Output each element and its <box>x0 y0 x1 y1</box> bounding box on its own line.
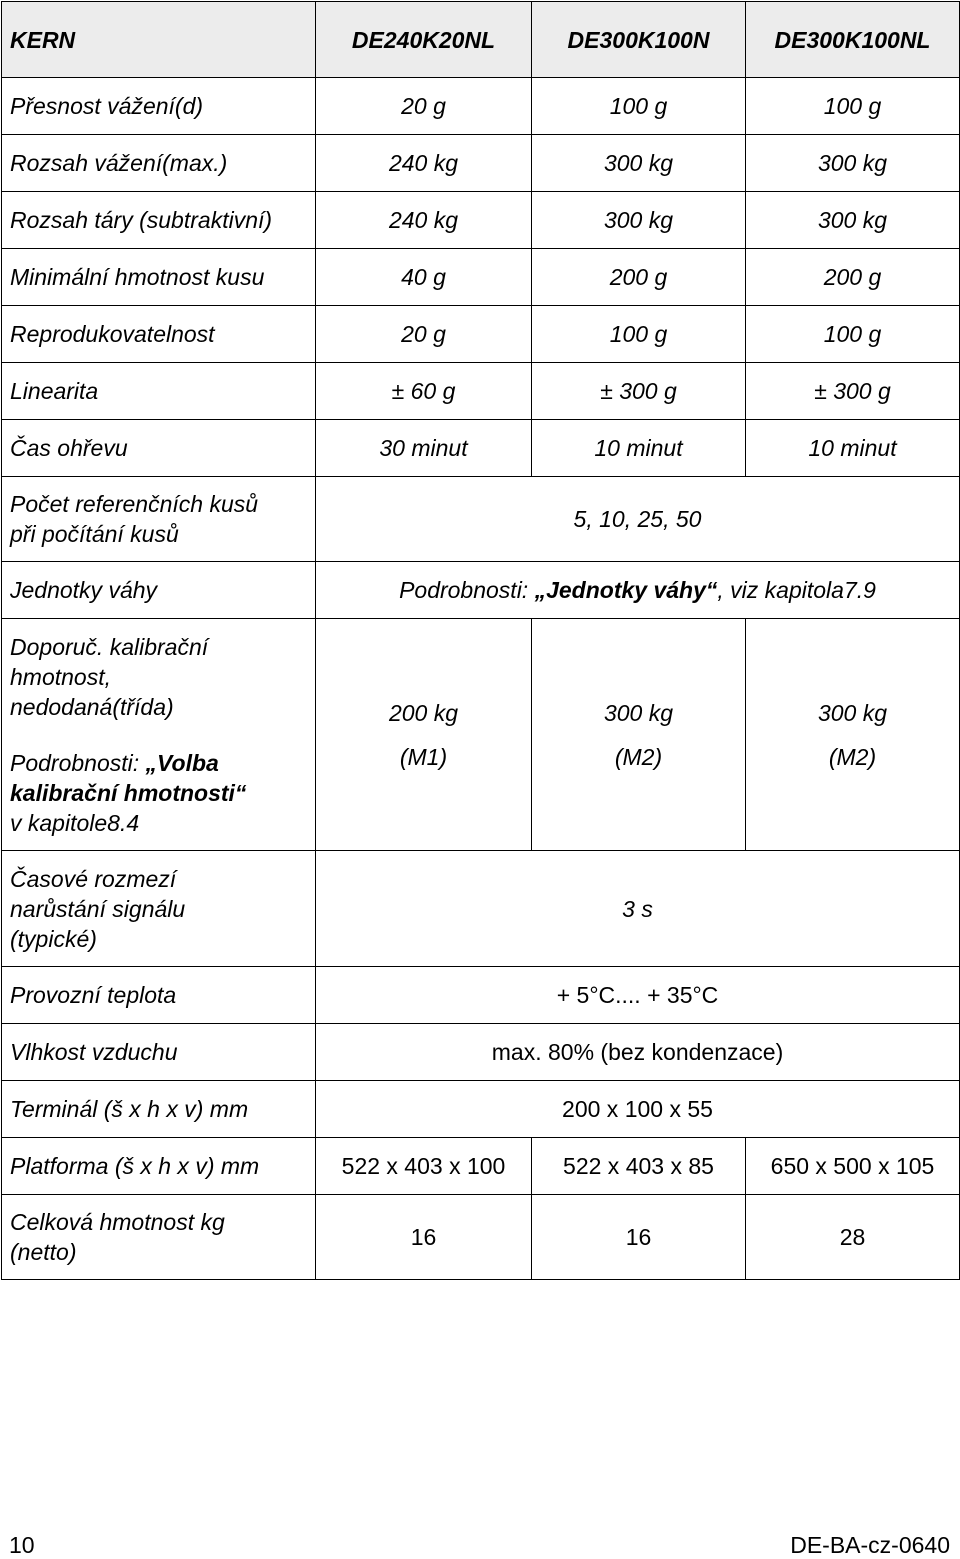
cell-value: 10 minut <box>532 420 746 477</box>
label-line: (typické) <box>10 925 97 952</box>
row-label-kalibrace <box>2 619 316 851</box>
cell-value: 100 g <box>532 78 746 135</box>
cell-value: 300 kg <box>532 135 746 192</box>
table-row <box>2 562 960 619</box>
table-row <box>2 1024 960 1081</box>
cell-value: 650 x 500 x 105 <box>746 1138 960 1195</box>
label-line: Celková hmotnost kg <box>10 1209 225 1235</box>
cell-value: 28 <box>746 1195 960 1280</box>
label-line: (netto) <box>10 1239 77 1265</box>
calib-class: (M2) <box>614 743 663 770</box>
cell-value: 200 x 100 x 55 <box>316 1081 960 1138</box>
document-id: DE-BA-cz-0640 <box>790 1532 950 1558</box>
page-number: 10 <box>9 1532 35 1558</box>
cell-value <box>746 619 960 851</box>
row-label-linearita: Linearita <box>2 363 316 420</box>
cell-value: ± 300 g <box>746 363 960 420</box>
table-row <box>2 1138 960 1195</box>
calib-weight: 300 kg <box>603 699 674 726</box>
calib-class: (M2) <box>828 743 877 770</box>
row-label-terminal: Terminál (š x h x v) mm <box>2 1081 316 1138</box>
label-line: narůstání signálu <box>10 895 186 922</box>
table-row <box>2 967 960 1024</box>
cell-value: 30 minut <box>316 420 532 477</box>
cell-value: 10 minut <box>746 420 960 477</box>
calib-weight: 200 kg <box>388 699 459 726</box>
cell-value: max. 80% (bez kondenzace) <box>316 1024 960 1081</box>
cell-value: 300 kg <box>746 192 960 249</box>
model-header-1: DE240K20NL <box>316 2 532 78</box>
cell-value: 300 kg <box>532 192 746 249</box>
row-label-pocet <box>2 477 316 562</box>
cell-value: 200 g <box>746 249 960 306</box>
calib-class: (M1) <box>399 743 448 770</box>
cell-value: 40 g <box>316 249 532 306</box>
label-line: hmotnost, <box>10 663 111 690</box>
spacer <box>10 722 307 748</box>
cell-value: 3 s <box>316 851 960 967</box>
table-row <box>2 1081 960 1138</box>
table-row <box>2 619 960 851</box>
table-row <box>2 192 960 249</box>
cell-value: 16 <box>316 1195 532 1280</box>
label-line: Doporuč. kalibrační <box>10 633 209 660</box>
table-row <box>2 420 960 477</box>
calib-weight: 300 kg <box>817 699 888 726</box>
cell-value <box>532 619 746 851</box>
cell-value: 100 g <box>532 306 746 363</box>
table-row <box>2 363 960 420</box>
table-row <box>2 306 960 363</box>
row-label-presnost: Přesnost vážení(d) <box>2 78 316 135</box>
cell-value: 20 g <box>316 306 532 363</box>
cell-value-jednotky <box>316 562 960 619</box>
spacer <box>540 728 737 742</box>
row-label-signal <box>2 851 316 967</box>
row-label-platforma: Platforma (š x h x v) mm <box>2 1138 316 1195</box>
cell-value: 240 kg <box>316 135 532 192</box>
detail-suffix: , viz kapitola7.9 <box>717 577 876 603</box>
cell-value: + 5°C.... + 35°C <box>316 967 960 1024</box>
brand-header: KERN <box>2 2 316 78</box>
cell-value: 522 x 403 x 100 <box>316 1138 532 1195</box>
table-row <box>2 477 960 562</box>
cell-value: 100 g <box>746 78 960 135</box>
cell-value: 5, 10, 25, 50 <box>316 477 960 562</box>
row-label-repro: Reprodukovatelnost <box>2 306 316 363</box>
row-label-tara: Rozsah táry (subtraktivní) <box>2 192 316 249</box>
spacer <box>754 728 951 742</box>
detail-reference: „Volba kalibrační hmotnosti“ <box>10 749 247 806</box>
label-line: Časové rozmezí <box>10 865 177 892</box>
cell-value: 240 kg <box>316 192 532 249</box>
row-label-minkus: Minimální hmotnost kusu <box>2 249 316 306</box>
row-label-vlhkost: Vlhkost vzduchu <box>2 1024 316 1081</box>
table-row <box>2 851 960 967</box>
cell-value: 522 x 403 x 85 <box>532 1138 746 1195</box>
cell-value: ± 300 g <box>532 363 746 420</box>
label-line: při počítání kusů <box>10 521 179 547</box>
cell-value: ± 60 g <box>316 363 532 420</box>
specification-table <box>1 1 960 1280</box>
detail-prefix: Podrobnosti: <box>10 749 146 776</box>
cell-value: 200 g <box>532 249 746 306</box>
cell-value: 100 g <box>746 306 960 363</box>
table-row <box>2 78 960 135</box>
label-line: nedodaná(třída) <box>10 693 174 720</box>
row-label-rozsah: Rozsah vážení(max.) <box>2 135 316 192</box>
detail-reference: „Jednotky váhy“ <box>534 577 718 603</box>
row-label-ohrev: Čas ohřevu <box>2 420 316 477</box>
model-header-2: DE300K100N <box>532 2 746 78</box>
cell-value: 20 g <box>316 78 532 135</box>
table-row <box>2 1195 960 1280</box>
cell-value: 300 kg <box>746 135 960 192</box>
detail-line <box>10 748 307 808</box>
row-label-hmotnost <box>2 1195 316 1280</box>
cell-value <box>316 619 532 851</box>
row-label-teplota: Provozní teplota <box>2 967 316 1024</box>
table-row <box>2 249 960 306</box>
label-line: Počet referenčních kusů <box>10 491 259 517</box>
model-header-3: DE300K100NL <box>746 2 960 78</box>
spacer <box>324 728 523 742</box>
table-header-row <box>2 2 960 78</box>
table-row <box>2 135 960 192</box>
cell-value: 16 <box>532 1195 746 1280</box>
detail-suffix: v kapitole8.4 <box>10 809 140 836</box>
row-label-jednotky: Jednotky váhy <box>2 562 316 619</box>
detail-prefix: Podrobnosti: <box>399 577 535 603</box>
